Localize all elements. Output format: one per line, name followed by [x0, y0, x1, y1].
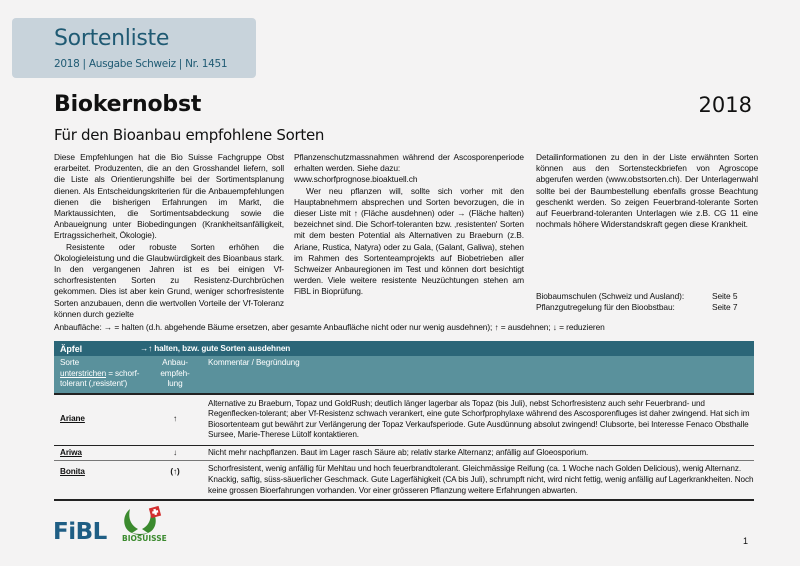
header-line: Anbau-: [162, 358, 188, 367]
biosuisse-bud-icon: [118, 505, 168, 537]
biosuisse-wordmark: BIOSUISSE: [122, 534, 167, 543]
series-header-box: [12, 18, 256, 78]
variety-name: Ariwa: [60, 447, 82, 457]
table-column-header: [54, 356, 754, 395]
underline-term: unterstrichen: [60, 368, 107, 378]
text-column-3: [536, 152, 758, 230]
variety-cell: [54, 464, 154, 496]
variety-cell: [54, 448, 154, 459]
schorfprognose-link[interactable]: www.schorfprognose.bioaktuell.ch: [294, 174, 418, 185]
page-references: [536, 291, 758, 313]
table-section-header: [54, 341, 754, 356]
text-column-2: [294, 152, 524, 298]
page-subtitle: Für den Bioanbau empfohlene Sorten: [54, 126, 325, 144]
page-number: 1: [743, 536, 749, 546]
comment-cell: Nicht mehr nachpflanzen. Baut im Lager rasch Säure ab; relativ starke Alternanz; anfällig auf Gloeosporium.: [208, 447, 589, 457]
recommendation-cell: (↑): [170, 467, 180, 477]
text-column-1: [54, 152, 284, 320]
variety-name: Ariane: [60, 414, 85, 424]
table-row: [54, 461, 754, 501]
section-title: Äpfel: [60, 343, 83, 354]
variety-table: [54, 341, 754, 501]
header-line: tolerant (‚resistent'): [60, 379, 128, 388]
header-line: Sorte: [60, 358, 80, 367]
fibl-logo: FiBL: [53, 519, 107, 545]
comment-cell: Alternative zu Braeburn, Topaz und GoldRush; deutlich länger lagerbar als Topaz (bis Juli), nebst Schorfresistenz auch sehr Feuerbrand- und Regenflecken-tolerant; aber Vf-Resistenz schwach verankert, eine gute Schorfprophylaxe während des Ascosporenfluges ist daher zwingend. Hat sich im Biosortenteam gut bewährt zur Verlängerung der Topaz Verkaufsperiode. Gute Ausdünnung absolut zwingend! Clubsorte, bei Interesse Fenaco Obsthalle Sursee, Marie-Therese Lütolf kontaktieren.: [208, 398, 750, 440]
reference-page: Seite 7: [712, 302, 738, 313]
column-header-kommentar: Kommentar / Begründung: [208, 358, 300, 367]
paragraph: Detailinformationen zu den in der Liste erwähnten Sorten können aus den Sortensteckbriefen von Agroscope abgerufen werden (www.obstsorten.ch). Der Unterlagenwahl sollte bei der Baumbestellung ebenfalls grosse Beachtung geschenkt werden. So zeigen Feuerbrand-tolerante Sorten auf Feuerbrand-toleranten Unterlagen wie z.B. CG 11 eine nochmals höhere Widerstandskraft gegen diese Krankheit.: [536, 152, 758, 230]
recommendation-cell: ↓: [173, 447, 177, 457]
column-header-sorte: [54, 358, 154, 390]
comment-cell: Schorfresistent, wenig anfällig für Mehltau und hoch feuerbrandtolerant. Gleichmässige Reifung (ca. 1 Woche nach Golden Delicious), wenig Alternanz. Knackig, saftig, süss-säuerlicher Geschmack. Gute Lagerfähigkeit (CA bis Juli), schrumpft nicht, wird nicht fettig, wenig anfällig auf Lagerkrankheiten. Noch keine grossen Bioerfahrungen vorhanden. Vor einer grösseren Pflanzung weitere Erfahrungen abwarten.: [208, 464, 754, 495]
paragraph: Pflanzenschutzmassnahmen während der Ascosporenperiode erhalten werden. Siehe dazu:: [294, 152, 524, 174]
variety-cell: [54, 399, 154, 441]
header-line: lung: [167, 379, 183, 388]
reference-label: Biobaumschulen (Schweiz und Ausland):: [536, 291, 685, 301]
table-row: [54, 446, 754, 462]
section-note: →↑ halten, bzw. gute Sorten ausdehnen: [140, 344, 291, 353]
page-year: 2018: [698, 93, 752, 117]
header-text: = schorf-: [106, 368, 140, 378]
recommendation-cell: ↑: [173, 414, 177, 424]
series-title: Sortenliste: [54, 26, 170, 51]
page-title: Biokernobst: [54, 92, 202, 117]
cultivation-legend: Anbaufläche: → = halten (d.h. abgehende Bäume ersetzen, aber gesamte Anbaufläche nicht oder nur wenig ausdehnen); ↑ = ausdehnen; ↓ = reduzieren: [54, 322, 605, 332]
header-line: empfeh-: [160, 368, 190, 378]
paragraph: Wer neu pflanzen will, sollte sich vorher mit den Hauptabnehmern absprechen und Sorten bevorzugen, die in dieser Liste mit ↑ (Fläche ausdehnen) oder → (Fläche halten) bezeichnet sind. Die Schorf-toleranten bzw. ‚resistenten' Sorten mit dem besten Potential als Alternativen zu Braeburn (z.B. Ariane, Rustica, Natyra) oder zu Gala, (Galant, Galiwa), stehen im Rahmen des Sortenteamprojekts auf Biobetrieben aller Schweizer Anbauregionen im Test und können dort besichtigt werden. Viele weitere resistente Neuzüchtungen stehen am FiBL in Bioprüfung.: [294, 185, 524, 297]
paragraph: Resistente oder robuste Sorten erhöhen die Ökologieleistung und die Glaubwürdigkeit des Bioanbaus stark. In den vergangenen Jahren ist es bei einigen Vf-schorfresistenten Sorten zu Resistenz-Durchbrüchen gekommen. Dies ist aber kein Grund, weniger schorfresistente Sorten anzubauen, denn die wertvollen Vorteile der Vf-Toleranz können durch gezielte: [54, 241, 284, 319]
paragraph: Diese Empfehlungen hat die Bio Suisse Fachgruppe Obst erarbeitet. Produzenten, die an den Grosshandel liefern, soll die Liste als Orientierungshilfe bei der Sortimentsplanung dienen. Als Entscheidungskriterien für die Anbauempfehlungen dienen die bisherigen Erfahrungen im Markt, die Marktaussichten, die Sortimentsabdeckung sowie die Anbaueignung unter Biobedingungen (Krankheitsanfälligkeit, Ertragssicherheit, Ökologie).: [54, 152, 284, 241]
table-row: [54, 395, 754, 446]
header-line: [60, 369, 154, 380]
series-subtitle: 2018 | Ausgabe Schweiz | Nr. 1451: [54, 58, 228, 70]
biosuisse-logo: [118, 505, 168, 545]
variety-name: Bonita: [60, 467, 85, 477]
reference-row: [536, 291, 758, 302]
column-header-anbau: [154, 358, 196, 390]
reference-page: Seite 5: [712, 291, 738, 301]
reference-row: [536, 302, 758, 313]
reference-label: Pflanzgutregelung für den Bioobstbau:: [536, 302, 675, 313]
